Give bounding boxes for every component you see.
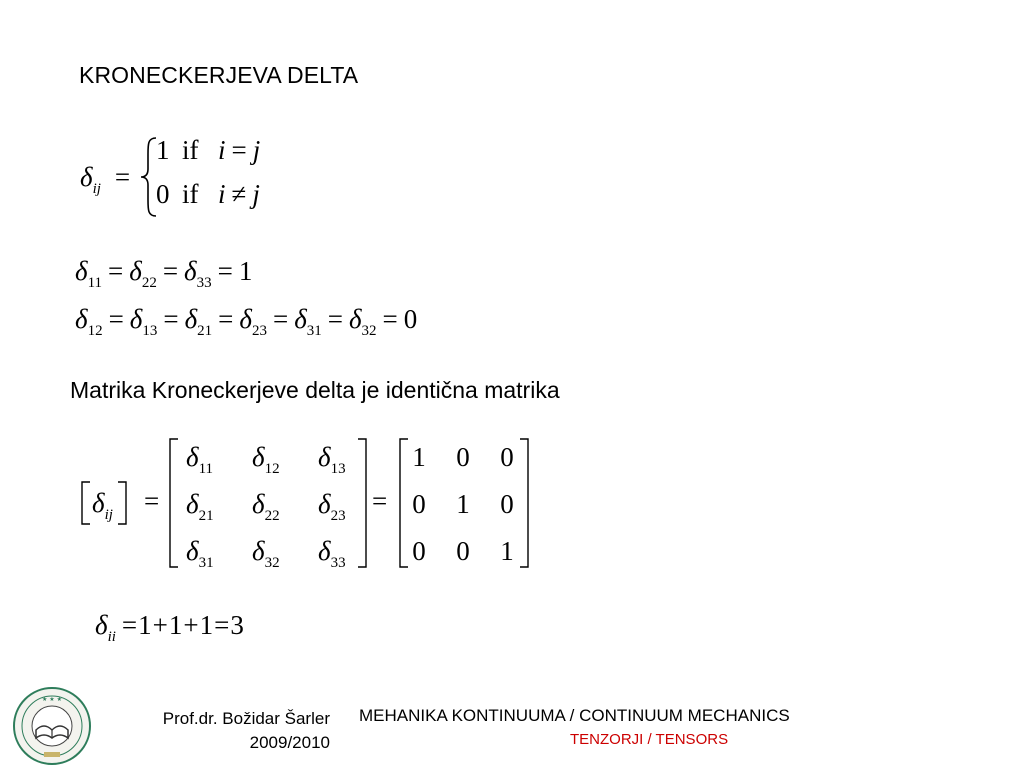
delta-symbol: δ [129,256,142,286]
course-name: MEHANIKA KONTINUUMA / CONTINUUM MECHANICS [359,706,790,725]
delta-symbol: δ [294,304,307,334]
delta-index: 11 [198,461,214,477]
delta-index: 23 [251,323,267,339]
delta-index: 21 [197,323,213,339]
delta-index: 32 [264,555,280,571]
case-one-i: i [218,135,226,165]
identity-matrix-cell: 1 [412,442,426,472]
delta-index: 32 [361,323,377,339]
delta-matrix-cell [252,536,280,571]
delta-matrix-cell [318,536,346,571]
delta-index: 23 [330,508,346,524]
delta-symbol: δ [318,536,331,566]
delta-index: 22 [141,275,157,291]
identity-matrix-cell: 0 [500,442,514,472]
delta-symbol: δ [348,304,362,334]
equals-sign: = [108,256,124,286]
delta-symbol: δ [239,304,252,334]
delta-index: 11 [87,275,103,291]
delta-symbol: δ [184,256,197,286]
case-one [156,137,260,164]
case-two [156,181,260,208]
trace-equation [95,610,245,645]
identity-matrix-cell: 0 [456,442,470,472]
delta-index: 12 [87,323,103,339]
delta-symbol: δ [92,488,105,518]
delta-matrix-cell [186,536,214,571]
case-one-j: j [252,135,261,165]
case-one-if: if [182,135,199,165]
case-two-rel: ≠ [231,179,247,209]
delta-index: 21 [198,508,214,524]
equals-sign: = [218,304,234,334]
delta-index: 13 [142,323,158,339]
delta-symbol: δ [75,256,88,286]
delta-symbol: δ [129,304,143,334]
delta-index: 12 [264,461,280,477]
identity-matrix-cell: 1 [456,489,470,519]
identity-matrix-cell: 0 [412,536,426,566]
delta-symbol: δ [80,162,93,192]
delta-symbol: δ [252,442,265,472]
equals-sign: = [327,304,343,334]
case-two-if: if [182,179,199,209]
delta-index: 33 [330,555,346,571]
equals-sign: = [163,304,179,334]
index-ij: ij [92,181,101,197]
diagonal-equation [75,256,253,291]
identity-matrix-cell: 1 [500,536,514,566]
equals-sign: = [372,486,388,516]
delta-matrix-cell [186,489,214,524]
matrix-sentence: Matrika Kroneckerjeve delta je identična matrika [70,377,560,403]
academic-year: 2009/2010 [249,733,330,752]
identity-matrix-cell: 0 [456,536,470,566]
case-two-i: i [218,179,226,209]
delta-symbol: δ [186,489,199,519]
delta-index: 33 [196,275,212,291]
delta-matrix-cell [186,442,214,477]
delta-symbol: δ [75,304,88,334]
equals-sign: = [144,486,160,516]
delta-symbol: δ [186,536,199,566]
equals-sign: = [162,256,179,286]
case-one-value: 1 [156,135,170,165]
equals-sign: = [108,304,124,334]
slide-title: KRONECKERJEVA DELTA [79,62,359,88]
matrix-lhs [92,488,113,523]
delta-index: 22 [264,508,280,524]
case-two-j: j [252,179,260,209]
case-two-value: 0 [156,179,170,209]
delta-index: 31 [198,555,214,571]
delta-symbol: δ [186,442,199,472]
result-value: 0 [403,304,418,334]
delta-index: 13 [330,461,346,477]
delta-symbol: δ [252,489,265,519]
identity-matrix-cell: 0 [412,489,426,519]
identity-matrix-cell: 0 [500,489,514,519]
equals-sign: = [114,162,131,192]
delta-matrix-cell [318,489,346,524]
author-name: Prof.dr. Božidar Šarler [162,709,330,728]
svg-text:★ ★ ★: ★ ★ ★ [42,696,62,703]
delta-symbol: δ [318,489,331,519]
index-ii: ii [107,629,116,645]
equals-sign: = [217,256,233,286]
index-ij: ij [104,507,113,523]
delta-symbol: δ [184,304,198,334]
delta-symbol: δ [318,442,331,472]
equals-sign: = [382,304,398,334]
trace-expression: =1+1+1=3 [121,610,245,640]
case-one-rel: = [231,135,247,165]
definition-lhs [80,162,136,197]
delta-symbol: δ [95,610,108,640]
delta-matrix-cell [252,489,280,524]
delta-index: 31 [306,323,322,339]
university-seal-icon [10,686,94,766]
delta-symbol: δ [252,536,265,566]
equals-sign: = [272,304,289,334]
section-name: TENZORJI / TENSORS [570,731,729,748]
result-value: 1 [238,256,253,286]
delta-matrix-cell [318,442,346,477]
off-diagonal-equation [75,304,418,339]
delta-matrix-cell [252,442,280,477]
footer-author [120,707,330,755]
